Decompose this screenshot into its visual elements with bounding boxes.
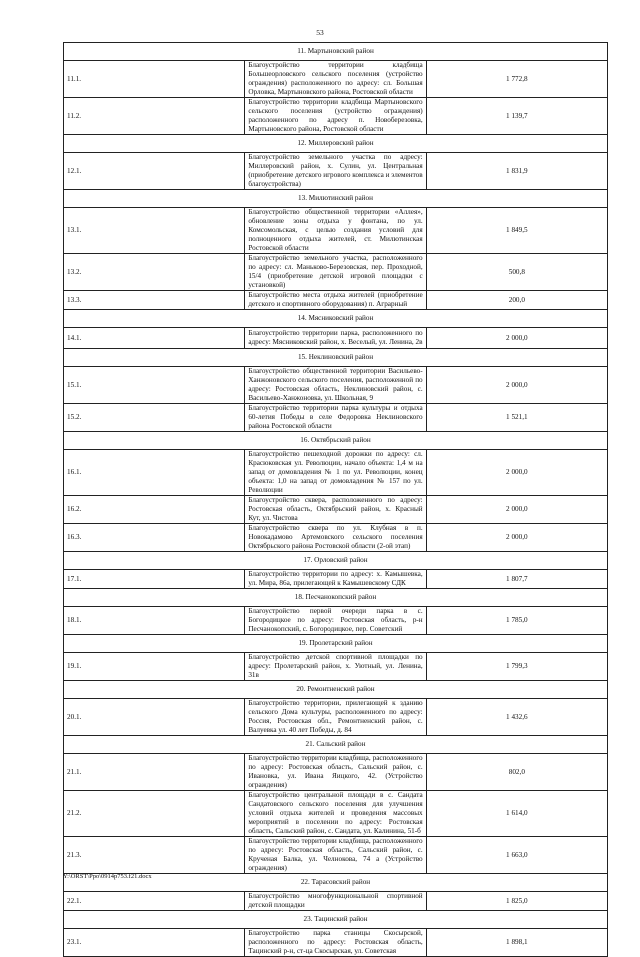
table-row [64,328,608,349]
item-description: Благоустройство территории парка культуры и отдыха 60-летия Победы в селе Федоровка Неклиновского района Ростовской области [245,404,426,432]
table-row [64,524,608,552]
item-amount: 2 000,0 [426,367,607,404]
item-number: 19.1. [64,653,245,681]
item-number: 11.1. [64,61,245,98]
item-amount: 1 785,0 [426,607,607,635]
district-header-row [64,190,608,208]
table-row [64,404,608,432]
item-amount: 1 772,8 [426,61,607,98]
table-row [64,291,608,310]
district-header-row [64,349,608,367]
item-number: 18.1. [64,607,245,635]
item-number: 16.1. [64,450,245,496]
item-description: Благоустройство центральной площади в с. Сандата Сандатовского сельского поселения для улучшения условий отдыха жителей и проведения массовых мероприятий в поселении по адресу: Ростовская область, Сальский район, с. Сандата, ул. Калинина, 51-б [245,791,426,837]
page-number: 53 [316,28,324,37]
item-number: 23.1. [64,929,245,957]
item-description: Благоустройство территории по адресу: х. Камышевка, ул. Мира, 86а, прилегающей к Камышевскому СДК [245,570,426,589]
item-amount: 1 898,1 [426,929,607,957]
district-title: 14. Мясниковский район [64,310,608,328]
item-number: 21.3. [64,837,245,874]
table-row [64,754,608,791]
item-number: 15.1. [64,367,245,404]
district-header-row [64,681,608,699]
district-title: 21. Сальский район [64,736,608,754]
item-number: 16.2. [64,496,245,524]
district-header-row [64,135,608,153]
district-title: 11. Мартыновский район [64,43,608,61]
item-amount: 802,0 [426,754,607,791]
item-amount: 1 799,3 [426,653,607,681]
table-row [64,653,608,681]
item-amount: 1 663,0 [426,837,607,874]
item-description: Благоустройство пешеходной дорожки по адресу: сл. Красюковская ул. Революции, начало объекта: 1,4 м на запад от домовладения № 1 по ул. Революции, конец объекта: 1,0 на запад от домовладения № 157 по ул. Революции [245,450,426,496]
item-description: Благоустройство сквера, расположенного по адресу: Ростовская область, Октябрьский район, х. Красный Кут, ул. Чистова [245,496,426,524]
item-number: 16.3. [64,524,245,552]
item-description: Благоустройство сквера по ул. Клубная в п. Новокадамово Артемовского сельского поселения Октябрьского района Ростовской области (2-ой этап) [245,524,426,552]
item-amount: 1 831,9 [426,153,607,190]
item-amount: 2 000,0 [426,524,607,552]
item-number: 13.1. [64,208,245,254]
item-description: Благоустройство общественной территории «Аллея», обновление зоны отдыха у фонтана, по ул. Комсомольская, с целью создания условий для полноценного отдыха жителей, ст. Милютинская Ростовской области [245,208,426,254]
item-number: 20.1. [64,699,245,736]
district-title: 22. Тарасовский район [64,874,608,892]
table-row [64,929,608,957]
item-number: 15.2. [64,404,245,432]
item-description: Благоустройство земельного участка по адресу: Миллеровский район, х. Сулин, ул. Центральная (приобретение детского игрового комплекса и элементов благоустройства) [245,153,426,190]
district-header-row [64,310,608,328]
district-header-row [64,635,608,653]
table-row [64,496,608,524]
item-description: Благоустройство территории кладбища, расположенного по адресу: Ростовская область, Сальский район, с. Ивановка, ул. Ивана Яицкого, 42. (Устройство ограждения) [245,754,426,791]
item-description: Благоустройство территории кладбища, расположенного по адресу: Ростовская область, Сальский район, с. Крученая Балка, ул. Челнокова, 74 а (Устройство ограждения) [245,837,426,874]
district-title: 15. Неклиновский район [64,349,608,367]
item-description: Благоустройство детской спортивной площадки по адресу: Пролетарский район, х. Уютный, ул. Ленина, 31в [245,653,426,681]
item-amount: 1 432,6 [426,699,607,736]
item-amount: 1 825,0 [426,892,607,911]
item-number: 13.2. [64,254,245,291]
item-number: 14.1. [64,328,245,349]
district-header-row [64,432,608,450]
item-description: Благоустройство территории, прилегающей к зданию сельского Дома культуры, расположенного по адресу: Россия, Ростовская обл., Ремонтненский район, с. Валуевка ул. 40 лет Победы, д. 84 [245,699,426,736]
item-number: 11.2. [64,98,245,135]
item-amount: 2 000,0 [426,328,607,349]
district-title: 17. Орловский район [64,552,608,570]
table-row [64,450,608,496]
item-description: Благоустройство территории кладбища Мартыновского сельского поселения (устройство ограждения) расположенного по адресу п. Новоберезовка, Мартыновского района, Ростовской области [245,98,426,135]
table-row [64,367,608,404]
file-path-footer: Y:\ORST\Ppo\0914p753.f21.docx [63,873,152,880]
item-amount: 500,8 [426,254,607,291]
table-row [64,791,608,837]
item-number: 13.3. [64,291,245,310]
district-title: 12. Миллеровский район [64,135,608,153]
item-description: Благоустройство общественной территории Васильево-Ханжоновского сельского поселения, расположенной по адресу: Ростовская область, Неклиновский район, с. Васильево-Ханжоновка, ул. Школьная, 9 [245,367,426,404]
district-header-row [64,589,608,607]
item-description: Благоустройство территории парка, расположенного по адресу: Мясниковский район, х. Веселый, ул. Ленина, 2в [245,328,426,349]
table-row [64,61,608,98]
item-amount: 1 139,7 [426,98,607,135]
district-header-row [64,736,608,754]
item-amount: 2 000,0 [426,450,607,496]
table-row [64,153,608,190]
table-row [64,254,608,291]
district-title: 13. Милютинский район [64,190,608,208]
district-header-row [64,552,608,570]
district-header-row [64,43,608,61]
item-description: Благоустройство первой очереди парка в с. Богородицкое по адресу: Ростовская область, р-н Песчанокопский, с. Богородицкое, пер. Советский [245,607,426,635]
district-title: 19. Пролетарский район [64,635,608,653]
item-amount: 1 521,1 [426,404,607,432]
table-row [64,98,608,135]
item-number: 12.1. [64,153,245,190]
table-body [64,43,608,957]
table-row [64,699,608,736]
item-amount: 1 807,7 [426,570,607,589]
district-title: 23. Тацинский район [64,911,608,929]
district-title: 16. Октябрьский район [64,432,608,450]
district-header-row [64,911,608,929]
item-number: 22.1. [64,892,245,911]
item-amount: 1 849,5 [426,208,607,254]
item-number: 21.1. [64,754,245,791]
item-description: Благоустройство земельного участка, расположенного по адресу: сл. Маньково-Березовская, пер. Проходной, 15/4 (приобретение детской игровой площадки с установкой) [245,254,426,291]
item-amount: 2 000,0 [426,496,607,524]
table-row [64,607,608,635]
item-number: 21.2. [64,791,245,837]
item-amount: 200,0 [426,291,607,310]
item-description: Благоустройство территории кладбища Большеорловского сельского поселения (устройство ограждения) расположенного по адресу: сл. Большая Орловка, Мартыновского района, Ростовской области [245,61,426,98]
item-amount: 1 614,0 [426,791,607,837]
table-row [64,892,608,911]
item-description: Благоустройство многофункциональной спортивной детской площадки [245,892,426,911]
table-row [64,208,608,254]
district-title: 20. Ремонтненский район [64,681,608,699]
item-number: 17.1. [64,570,245,589]
district-title: 18. Песчанокопский район [64,589,608,607]
item-description: Благоустройство парка станицы Скосырской, расположенного по адресу: Ростовская область, Тацинский р-н, ст-ца Скосырская, ул. Советская [245,929,426,957]
funding-table [63,42,608,957]
item-description: Благоустройство места отдыха жителей (приобретение детского и спортивного оборудования) п. Аграрный [245,291,426,310]
table-row [64,570,608,589]
table-row [64,837,608,874]
